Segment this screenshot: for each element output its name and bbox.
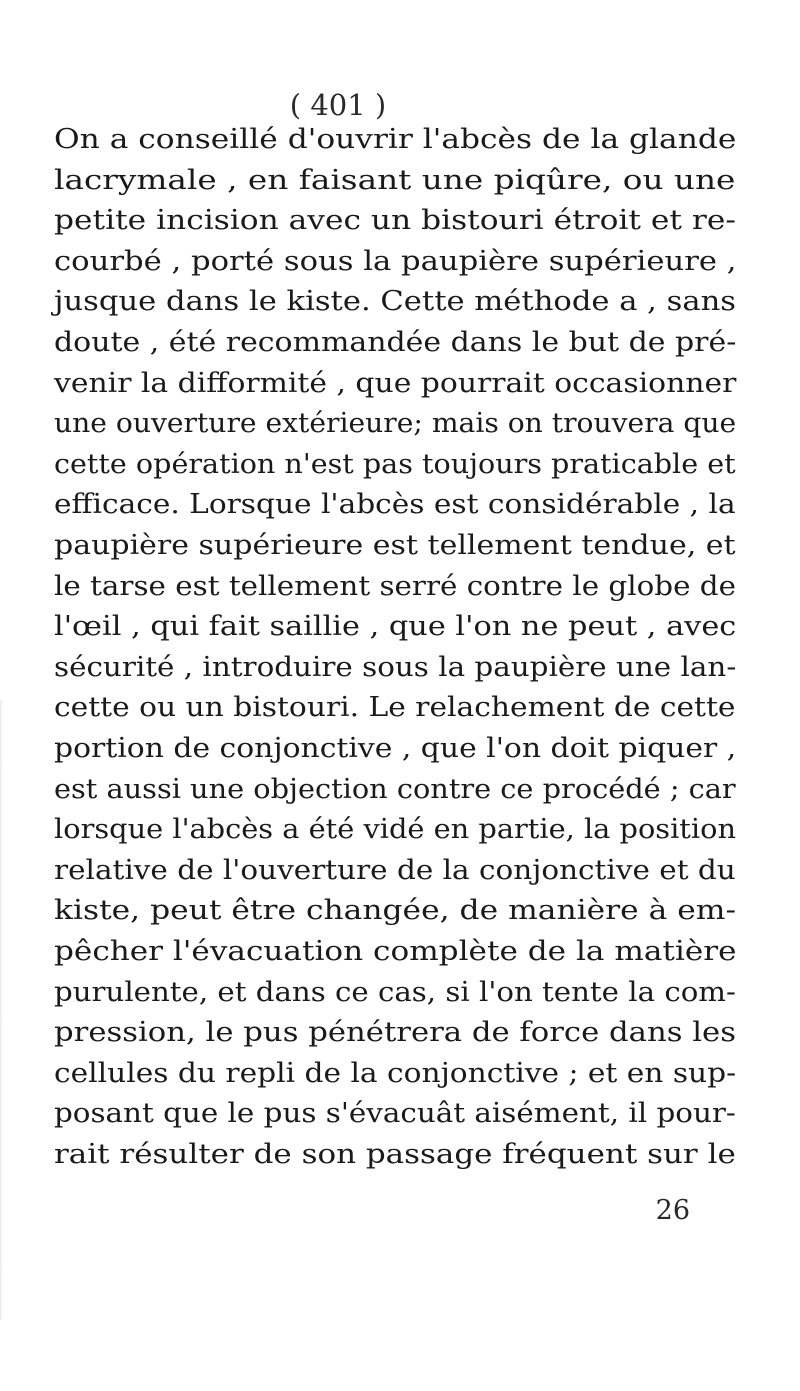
text-line: pêcher l'évacuation complète de la matière xyxy=(54,936,737,967)
page-number: ( 401 ) xyxy=(289,88,387,122)
text-line: est aussi une objection contre ce procédé ; car xyxy=(54,773,736,805)
text-line: cette ou un bistouri. Le relachement de cette xyxy=(54,692,736,724)
text-line: kiste, peut être changée, de manière à em- xyxy=(54,895,737,927)
text-line: purulente, et dans ce cas, si l'on tente la com- xyxy=(54,976,736,1008)
text-line: relative de l'ouverture de la conjonctive et du xyxy=(54,854,736,886)
text-line: doute , été recommandée dans le but de pré- xyxy=(54,327,737,358)
catchword: 26 xyxy=(655,1195,690,1226)
text-line: lorsque l'abcès a été vidé en partie, la position xyxy=(54,814,737,846)
text-line: cellules du repli de la conjonctive ; et en sup- xyxy=(54,1057,737,1089)
text-line: rait résulter de son passage fréquent sur le xyxy=(54,1139,736,1170)
text-line: paupière supérieure est tellement tendue, et xyxy=(54,530,736,561)
text-line: pression, le pus pénétrera de force dans les xyxy=(54,1017,736,1049)
text-line: courbé , porté sous la paupière supérieure , xyxy=(54,245,737,277)
text-line: venir la difformité , que pourrait occasionner xyxy=(54,367,737,399)
text-line: lacrymale , en faisant une piqûre, ou une xyxy=(54,164,736,196)
text-line: cette opération n'est pas toujours praticable et xyxy=(54,448,736,480)
text-line: l'œil , qui fait saillie , que l'on ne peut , avec xyxy=(54,611,737,643)
text-line: portion de conjonctive , que l'on doit piquer , xyxy=(54,733,737,764)
text-line: jusque dans le kiste. Cette méthode a , sans xyxy=(54,286,736,318)
text-line: On a conseillé d'ouvrir l'abcès de la glande xyxy=(54,124,737,155)
text-line: efficace. Lorsque l'abcès est considérable , la xyxy=(54,489,736,521)
page-edge-shadow xyxy=(0,700,3,1320)
text-line: posant que le pus s'évacuât aisément, il pour- xyxy=(54,1098,736,1130)
text-line: petite incision avec un bistouri étroit et re- xyxy=(54,205,736,237)
text-line: le tarse est tellement serré contre le globe de xyxy=(54,570,736,602)
text-line: une ouverture extérieure; mais on trouvera que xyxy=(54,408,737,440)
text-line: sécurité , introduire sous la paupière une lan- xyxy=(54,651,737,683)
